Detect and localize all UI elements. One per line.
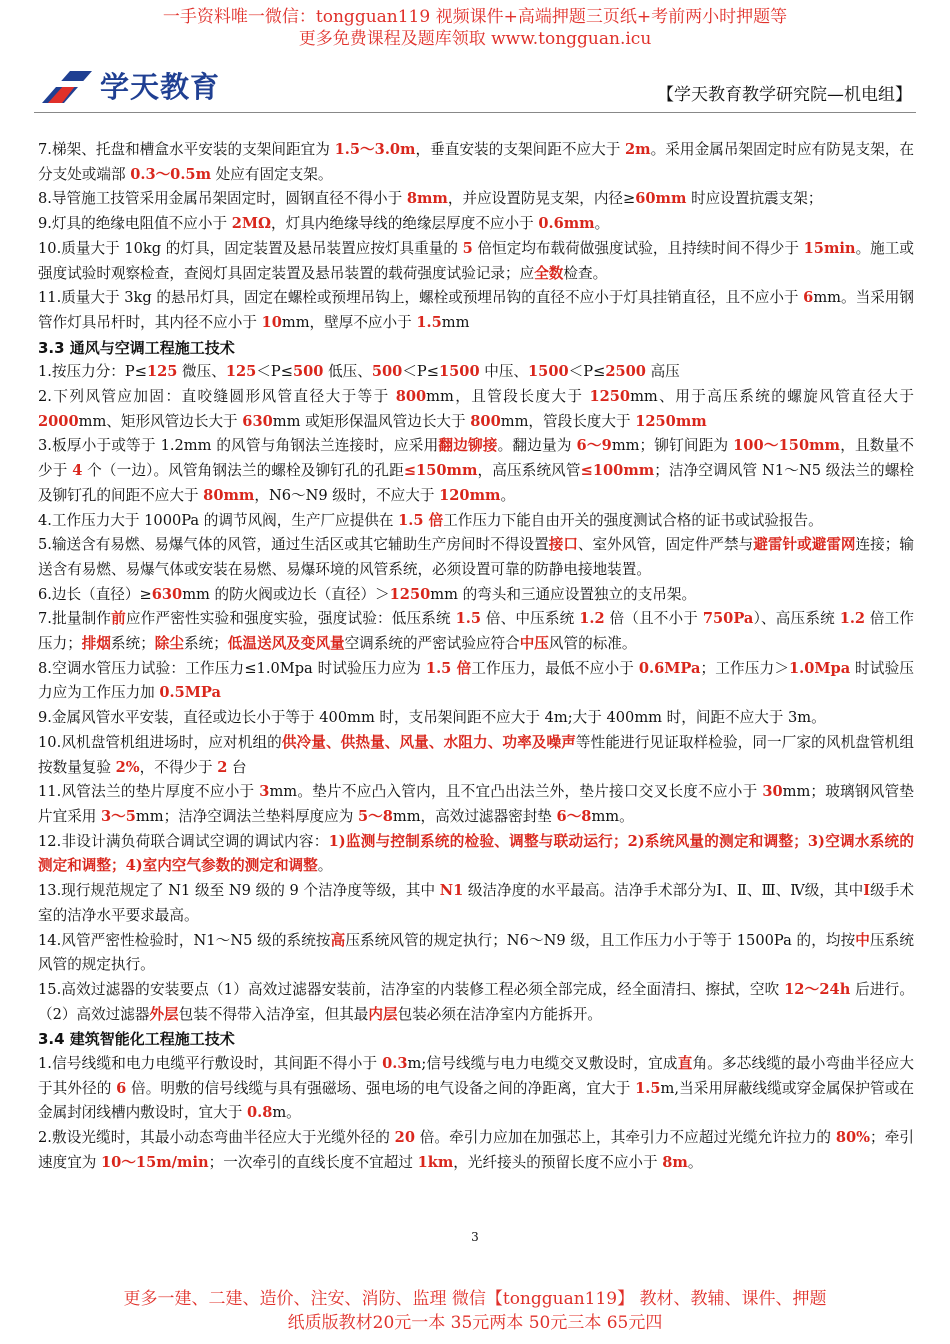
highlight-text: 低温送风及变风量 <box>227 635 345 653</box>
highlight-text: 125 <box>146 363 178 381</box>
text-run: mm 的弯头和三通应设置独立的支吊架。 <box>430 585 697 603</box>
highlight-text: 1500 <box>528 363 569 381</box>
text-run: mm，高效过滤器密封垫 <box>392 807 557 825</box>
paragraph <box>38 706 914 731</box>
highlight-text: 中压 <box>519 635 549 653</box>
highlight-text: 3 <box>259 783 270 801</box>
text-run: 倍工作压力； <box>38 610 915 653</box>
highlight-text: ≤100mm <box>580 462 655 480</box>
text-run: 包装不得带入洁净室，但其最 <box>178 1005 369 1023</box>
highlight-text: 6～8 <box>556 807 592 825</box>
highlight-text: 4 <box>72 462 83 480</box>
paragraph <box>38 657 914 706</box>
text-run: 角。多芯线缆的最小弯曲半径应大于其外径的 <box>38 1055 914 1097</box>
text-run: 系统； <box>184 635 228 653</box>
text-run: 倍。明敷的信号线缆与具有强磁场、强电场的电气设备之间的净距离，宜大于 <box>126 1079 636 1097</box>
text-run: 空调系统的严密试验应符合 <box>344 635 520 653</box>
highlight-text: 2500 <box>605 363 646 381</box>
text-run: ，光纤接头的预留长度不应小于 <box>453 1153 663 1171</box>
text-run: mm 的防火阀或边长（直径）＞ <box>182 585 390 603</box>
text-run: 检查。 <box>563 264 608 282</box>
logo-swoosh-icon <box>40 67 96 105</box>
paragraph <box>38 237 914 286</box>
highlight-text: 100～150mm <box>733 437 840 455</box>
document-body <box>38 138 914 1176</box>
text-run: 级手术室的洁净水平要求最高。 <box>38 882 914 924</box>
text-run: 。 <box>687 1153 703 1171</box>
highlight-text: 2000 <box>38 412 79 430</box>
text-run: ，且数量不少于 <box>38 437 914 480</box>
paragraph <box>38 509 914 534</box>
highlight-text: 5～8 <box>357 807 393 825</box>
text-run: mm、用于高压系统的螺旋风管直径大于 <box>630 388 914 406</box>
highlight-text: 排烟 <box>81 635 111 653</box>
paragraph <box>38 879 914 928</box>
top-banner-line-1: 一手资料唯一微信：tongguan119 视频课件+高端押题三页纸+考前两小时押题等 <box>162 7 788 27</box>
paragraph <box>38 138 914 187</box>
paragraph <box>38 1052 914 1126</box>
text-run: mm；洁净空调法兰垫料厚度应为 <box>135 807 358 825</box>
highlight-text: 3～5 <box>101 807 136 825</box>
highlight-text: 125 <box>225 363 257 381</box>
text-run: 2.敷设光缆时，其最小动态弯曲半径应大于光缆外径的 <box>38 1129 395 1147</box>
text-run: 1.信号线缆和电力电缆平行敷设时，其间距不得小于 <box>38 1055 383 1073</box>
text-run: ；洁净空调风管 N1～N5 级法兰的螺栓及铆钉孔的间距不应大于 <box>38 462 915 504</box>
text-run: 12.非设计满负荷联合调试空调的调试内容： <box>38 832 329 850</box>
highlight-text: 1.5～3.0m <box>334 141 416 158</box>
text-run: 10.质量大于 10kg 的灯具，固定装置及悬吊装置应按灯具重量的 <box>38 239 463 257</box>
highlight-text: 0.3～0.5m <box>130 165 212 183</box>
text-run: ，灯具内绝缘导线的绝缘层厚度不应小于 <box>271 215 539 233</box>
highlight-text: 10～15m/min <box>101 1153 209 1171</box>
highlight-text: 120mm <box>439 486 501 504</box>
text-run: ，垂直安装的支架间距不应大于 <box>415 141 626 158</box>
highlight-text: 接口 <box>548 536 578 554</box>
paragraph <box>38 533 914 582</box>
paragraph <box>38 607 914 656</box>
text-run: ，并应设置防晃支架，内径≥ <box>447 190 636 208</box>
text-run: mm；玻璃钢风管垫片宜采用 <box>38 783 914 825</box>
text-run: ；一次牵引的直线长度不宜超过 <box>208 1153 418 1171</box>
highlight-text: 高 <box>330 931 346 949</box>
highlight-text: 2MΩ <box>231 215 272 233</box>
paragraph <box>38 978 914 1027</box>
paragraph <box>38 286 914 335</box>
text-run: 3.板厚小于或等于 1.2mm 的风管与角钢法兰连接时，应采用 <box>38 437 439 455</box>
text-run: mm 或矩形保温风管边长大于 <box>272 412 471 430</box>
highlight-text: 0.3 <box>382 1055 408 1073</box>
highlight-text: 8mm <box>406 190 448 208</box>
highlight-text: 630 <box>242 412 273 430</box>
text-run: 8.导管施工技管采用金属吊架固定时，圆钢直径不得小于 <box>38 190 407 208</box>
highlight-text: 500 <box>371 363 403 381</box>
text-run: 11.风管法兰的垫片厚度不应小于 <box>38 783 260 801</box>
highlight-text: 6～9 <box>576 437 612 455</box>
text-run: ；工作压力＞ <box>700 659 789 677</box>
text-run: 倍。牵引力应加在加强芯上，其牵引力不应超过光缆允许拉力的 <box>414 1129 836 1147</box>
text-run: 13.现行规范规定了 N1 级至 N9 级的 9 个洁净度等级，其中 <box>38 882 440 900</box>
text-run: 。施工或强度试验时观察检查，查阅灯具固定装置及悬吊装置的载荷强度试验记录；应 <box>38 239 914 282</box>
highlight-text: 1.5 倍 <box>425 659 472 677</box>
highlight-text: 1.5 倍 <box>398 511 444 529</box>
highlight-text: 0.8 <box>246 1104 273 1122</box>
text-run: 6.边长（直径）≥ <box>38 585 152 603</box>
text-run: mm，管段长度大于 <box>500 412 636 430</box>
text-run: mm、矩形风管边长大于 <box>78 412 243 430</box>
paragraph <box>38 212 914 237</box>
highlight-text: Ⅰ <box>863 882 871 900</box>
text-run: ，高压系统风管 <box>477 462 581 480</box>
text-run: 高压 <box>645 363 680 381</box>
text-run: 。翻边量为 <box>497 437 577 455</box>
highlight-text: 630 <box>151 585 183 603</box>
text-run: 处应有固定支架。 <box>211 165 333 183</box>
text-run: 系统； <box>111 635 155 653</box>
highlight-text: 12～24h <box>784 980 851 998</box>
text-run: 。 <box>317 857 333 875</box>
text-run: ，不得少于 <box>139 758 218 776</box>
text-run: 11.质量大于 3kg 的悬吊灯具，固定在螺栓或预埋吊钩上，螺栓或预埋吊钩的直径不应小于灯具挂销直径，且不应小于 <box>38 289 804 307</box>
top-banner-line-2: 更多免费课程及题库领取 www.tongguan.icu <box>298 29 652 49</box>
highlight-text: 除尘 <box>154 635 184 653</box>
text-run: 低压、 <box>323 363 372 381</box>
text-run: 2.下列风管应加固：直咬缝圆形风管直径大于等于 <box>38 388 396 406</box>
text-run: 倍（且不小于 <box>604 610 703 628</box>
text-run: 9.灯具的绝缘电阻值不应小于 <box>38 215 232 233</box>
highlight-text: 2m <box>625 141 651 158</box>
text-run: 倍、中压系统 <box>481 610 580 628</box>
text-run: 连接；输送含有易燃、易爆气体或安装在易燃、易爆环境的风管系统，必须设置可靠的防静电接地装置。 <box>38 536 914 578</box>
highlight-text: 直 <box>677 1055 693 1073</box>
text-run: 时试验压力应为工作压力加 <box>38 659 914 702</box>
text-run: 4.工作压力大于 1000Pa 的调节风阀，生产厂应提供在 <box>38 511 399 529</box>
text-run: m;信号线缆与电力电缆交叉敷设时，宜成 <box>407 1055 678 1073</box>
text-run: 工作压力，最低不应小于 <box>471 659 639 677</box>
text-run: 15.高效过滤器的安装要点（1）高效过滤器安装前，洁净室的内装修工程必须全部完成，经全面清扫、擦拭，空吹 <box>38 980 785 998</box>
text-run: 个（一边）。风管角钢法兰的螺栓及铆钉孔的孔距 <box>82 462 404 480</box>
header-divider <box>34 112 916 113</box>
highlight-text: 20 <box>394 1129 415 1147</box>
text-run: 3.3 通风与空调工程施工技术 <box>38 338 235 357</box>
text-run: 5.输送含有易燃、易爆气体的风管，通过生活区或其它辅助生产房间时不得设置 <box>38 536 549 554</box>
highlight-text: 10 <box>261 313 282 331</box>
highlight-text: 外层 <box>149 1005 179 1023</box>
institute-label: 【学天教育教学研究院—机电组】 <box>657 85 912 105</box>
text-run: mm，壁厚不应小于 <box>281 313 417 331</box>
highlight-text: 内层 <box>368 1005 398 1023</box>
highlight-text: 全数 <box>534 264 564 282</box>
section-heading <box>38 336 914 361</box>
paragraph <box>38 360 914 385</box>
highlight-text: 1.2 <box>839 610 866 628</box>
text-run: 包装必须在洁净室内方能拆开。 <box>397 1005 602 1023</box>
text-run: ）、高压系统 <box>753 610 840 628</box>
text-run: 3.4 建筑智能化工程施工技术 <box>38 1030 235 1049</box>
section-heading <box>38 1027 914 1052</box>
text-run: 倍恒定均布载荷做强度试验，且持续时间不得少于 <box>472 239 804 257</box>
bottom-banner-line-1: 更多一建、二建、造价、注安、消防、监理 微信【tongguan119】 教材、教辅、课件、押题 <box>123 1289 827 1309</box>
text-run: 台 <box>227 758 247 776</box>
text-run: mm；铆钉间距为 <box>611 437 734 455</box>
text-run: 压系统风管的规定执行；N6～N9 级，且工作压力小于等于 1500Pa 的，均按 <box>345 931 856 949</box>
text-run: 微压、 <box>177 363 226 381</box>
highlight-text: 1250 <box>589 388 631 406</box>
text-run: 。采用金属吊架固定时应有防晃支架，在分支处或端部 <box>38 141 914 183</box>
text-run: 7.批量制作 <box>38 610 112 628</box>
highlight-text: N1 <box>439 882 464 900</box>
highlight-text: 供冷量、供热量、风量、水阻力、功率及噪声 <box>281 733 576 751</box>
highlight-text: 500 <box>292 363 324 381</box>
highlight-text: 800 <box>470 412 501 430</box>
highlight-text: 1km <box>417 1153 454 1171</box>
highlight-text: 5 <box>462 239 473 257</box>
highlight-text: 翻边铆接 <box>438 437 498 455</box>
text-run: 7.梯架、托盘和槽盒水平安装的支架间距宜为 <box>38 141 335 158</box>
text-run: ；牵引速度宜为 <box>38 1129 914 1171</box>
highlight-text: 80mm <box>203 486 255 504</box>
text-run: 。 <box>594 215 610 233</box>
text-run: 时应设置抗震支架； <box>686 190 823 208</box>
text-run: 后进行。（2）高效过滤器 <box>38 980 914 1023</box>
highlight-text: 6 <box>116 1079 127 1097</box>
logo <box>40 63 220 107</box>
highlight-text: 800 <box>395 388 427 406</box>
highlight-text: 1250 <box>389 585 431 603</box>
text-run: ＜P≤ <box>402 363 439 381</box>
text-run: 10.风机盘管机组进场时，应对机组的 <box>38 733 282 751</box>
highlight-text: ≤150mm <box>403 462 478 480</box>
text-run: 工作压力下能自由开关的强度测试合格的证书或试验报告。 <box>443 511 823 529</box>
text-run: mm，且管段长度大于 <box>426 388 590 406</box>
bottom-banner-line-2: 纸质版教材20元一本 35元两本 50元三本 65元四 <box>287 1313 663 1333</box>
text-run: 风管的标准。 <box>548 635 637 653</box>
text-run: m,当采用屏蔽线缆或穿金属保护管或在金属封闭线槽内敷设时，宜大于 <box>38 1079 915 1122</box>
text-run: 9.金属风管水平安装，直径或边长小于等于 400mm 时，支吊架间距不应大于 4m;大于 400mm 时，间距不应大于 3m。 <box>38 709 826 727</box>
paragraph <box>38 434 914 508</box>
highlight-text: 前 <box>111 610 126 628</box>
highlight-text: 1.5 <box>635 1079 661 1097</box>
highlight-text: 80% <box>835 1129 871 1147</box>
text-run: mm。垫片不应凸入管内，且不宜凸出法兰外，垫片接口交叉长度不应小于 <box>269 783 763 801</box>
paragraph <box>38 780 914 829</box>
highlight-text: 30 <box>762 783 783 801</box>
paragraph <box>38 830 914 879</box>
text-run: mm。 <box>591 807 634 825</box>
highlight-text: 8m <box>662 1153 688 1171</box>
paragraph <box>38 1126 914 1175</box>
highlight-text: 60mm <box>635 190 687 208</box>
highlight-text: 1)监测与控制系统的检验、调整与联动运行；2)系统风量的测定和调整；3)空调水系统的测定和调整；4)室内空气参数的测定和调整 <box>38 832 914 875</box>
paragraph <box>38 731 914 780</box>
highlight-text: 0.6mm <box>538 215 595 233</box>
highlight-text: 1.5 <box>455 610 482 628</box>
highlight-text: 15min <box>803 239 856 257</box>
text-run: ＜P≤ <box>568 363 606 381</box>
highlight-text: 避雷针或避雷网 <box>753 536 856 554</box>
highlight-text: 中 <box>855 931 870 949</box>
highlight-text: 6 <box>803 289 814 307</box>
text-run: 。 <box>500 486 516 504</box>
text-run: 8.空调水管压力试验：工作压力≤1.0Mpa 时试验压力应为 <box>38 659 426 677</box>
highlight-text: 750Pa <box>702 610 754 628</box>
text-run: 压系统风管的规定执行。 <box>38 931 914 974</box>
text-run: mm <box>441 313 470 331</box>
paragraph <box>38 583 914 608</box>
text-run: ＜P≤ <box>256 363 293 381</box>
text-run: ，N6～N9 级时，不应大于 <box>254 486 440 504</box>
paragraph <box>38 187 914 212</box>
text-run: 中压、 <box>479 363 529 381</box>
paragraph <box>38 385 914 434</box>
text-run: 、室外风管，固定件严禁与 <box>577 536 754 554</box>
highlight-text: 1500 <box>438 363 480 381</box>
paragraph <box>38 929 914 978</box>
highlight-text: 0.6MPa <box>638 659 701 677</box>
text-run: 1.按压力分：P≤ <box>38 363 147 381</box>
highlight-text: 1250mm <box>635 412 707 430</box>
text-run: 14.风管严密性检验时，N1～N5 级的系统按 <box>38 931 331 949</box>
text-run: m。 <box>272 1104 301 1122</box>
page-number: 3 <box>471 1230 479 1244</box>
highlight-text: 1.2 <box>579 610 605 628</box>
logo-text: 学天教育 <box>100 70 221 104</box>
text-run: 应作严密性实验和强度实验，强度试验：低压系统 <box>125 610 456 628</box>
highlight-text: 0.5MPa <box>159 684 221 702</box>
highlight-text: 1.0Mpa <box>788 659 851 677</box>
text-run: 级洁净度的水平最高。洁净手术部分为Ⅰ、Ⅱ、Ⅲ、Ⅳ级，其中 <box>463 882 864 900</box>
highlight-text: 2 <box>217 758 228 776</box>
highlight-text: 1.5 <box>416 313 442 331</box>
text-run: 等性能进行见证取样检验，同一厂家的风机盘管机组按数量复验 <box>38 733 914 776</box>
text-run: mm。当采用钢管作灯具吊杆时，其内径不应小于 <box>38 289 914 331</box>
highlight-text: 2% <box>115 758 140 776</box>
